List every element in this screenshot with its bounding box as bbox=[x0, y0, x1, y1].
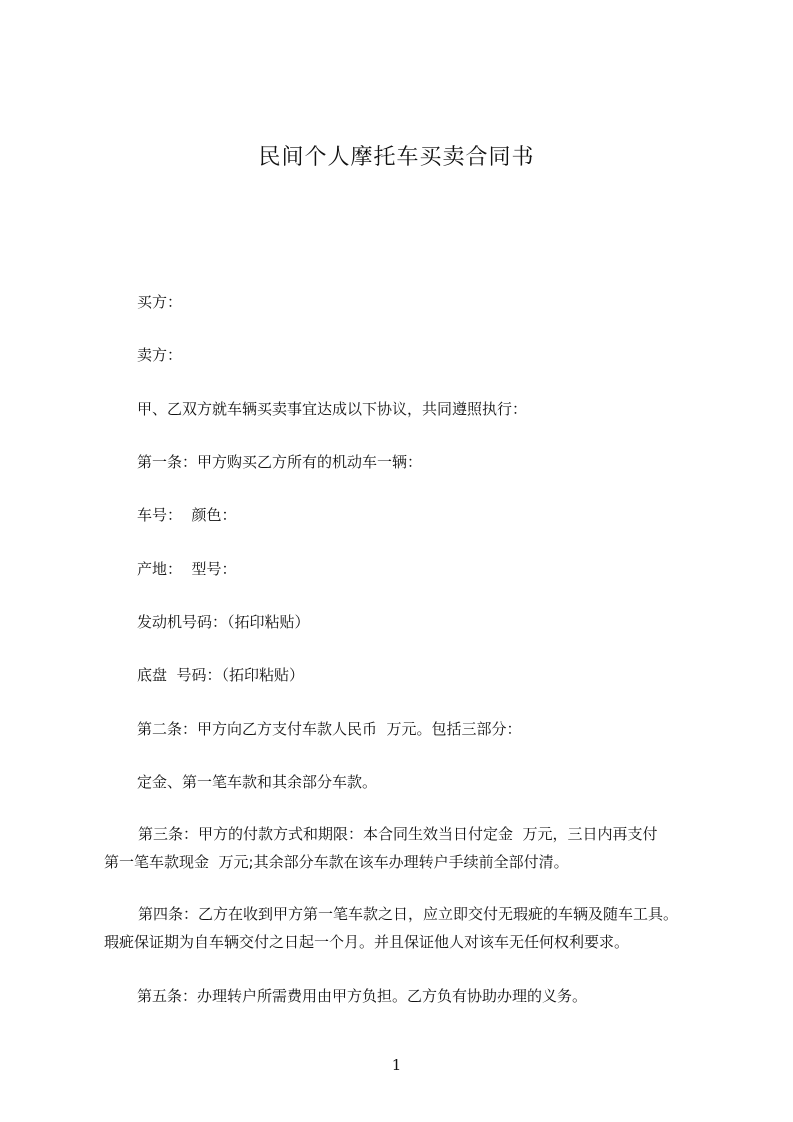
article-1-line: 第一条：甲方购买乙方所有的机动车一辆： bbox=[137, 453, 423, 471]
engine-number-line: 发动机号码：（拓印粘贴） bbox=[137, 613, 310, 631]
intro-line: 甲、乙双方就车辆买卖事宜达成以下协议，共同遵照执行： bbox=[137, 400, 528, 418]
document-title: 民间个人摩托车买卖合同书 bbox=[258, 145, 535, 170]
article-5-line: 第五条：办理转户所需费用由甲方负担。乙方负有协助办理的义务。 bbox=[137, 987, 588, 1005]
article-4-line-2: 瑕疵保证期为自车辆交付之日起一个月。并且保证他人对该车无任何权利要求。 bbox=[104, 933, 630, 951]
buyer-line: 买方： bbox=[137, 293, 183, 311]
seller-line: 卖方： bbox=[137, 346, 183, 364]
article-4-line-1: 第四条：乙方在收到甲方第一笔车款之日，应立即交付无瑕疵的车辆及随车工具。 bbox=[138, 905, 679, 923]
chassis-number-line: 底盘 号码：（拓印粘贴） bbox=[137, 666, 305, 684]
plate-color-line: 车号： 颜色： bbox=[137, 506, 237, 524]
page-number: 1 bbox=[391, 1056, 402, 1074]
article-3-line-2: 第一笔车款现金 万元;其余部分车款在该车办理转户手续前全部付清。 bbox=[104, 853, 569, 871]
article-2-line: 第二条：甲方向乙方支付车款人民币 万元。包括三部分： bbox=[137, 720, 522, 738]
article-3-paragraph bbox=[104, 820, 724, 876]
article-2-parts-line: 定金、第一笔车款和其余部分车款。 bbox=[137, 773, 378, 791]
origin-model-line: 产地： 型号： bbox=[137, 560, 237, 578]
article-4-paragraph bbox=[104, 900, 724, 956]
article-3-line-1: 第三条：甲方的付款方式和期限：本合同生效当日付定金 万元，三日内再支付 bbox=[138, 825, 658, 843]
